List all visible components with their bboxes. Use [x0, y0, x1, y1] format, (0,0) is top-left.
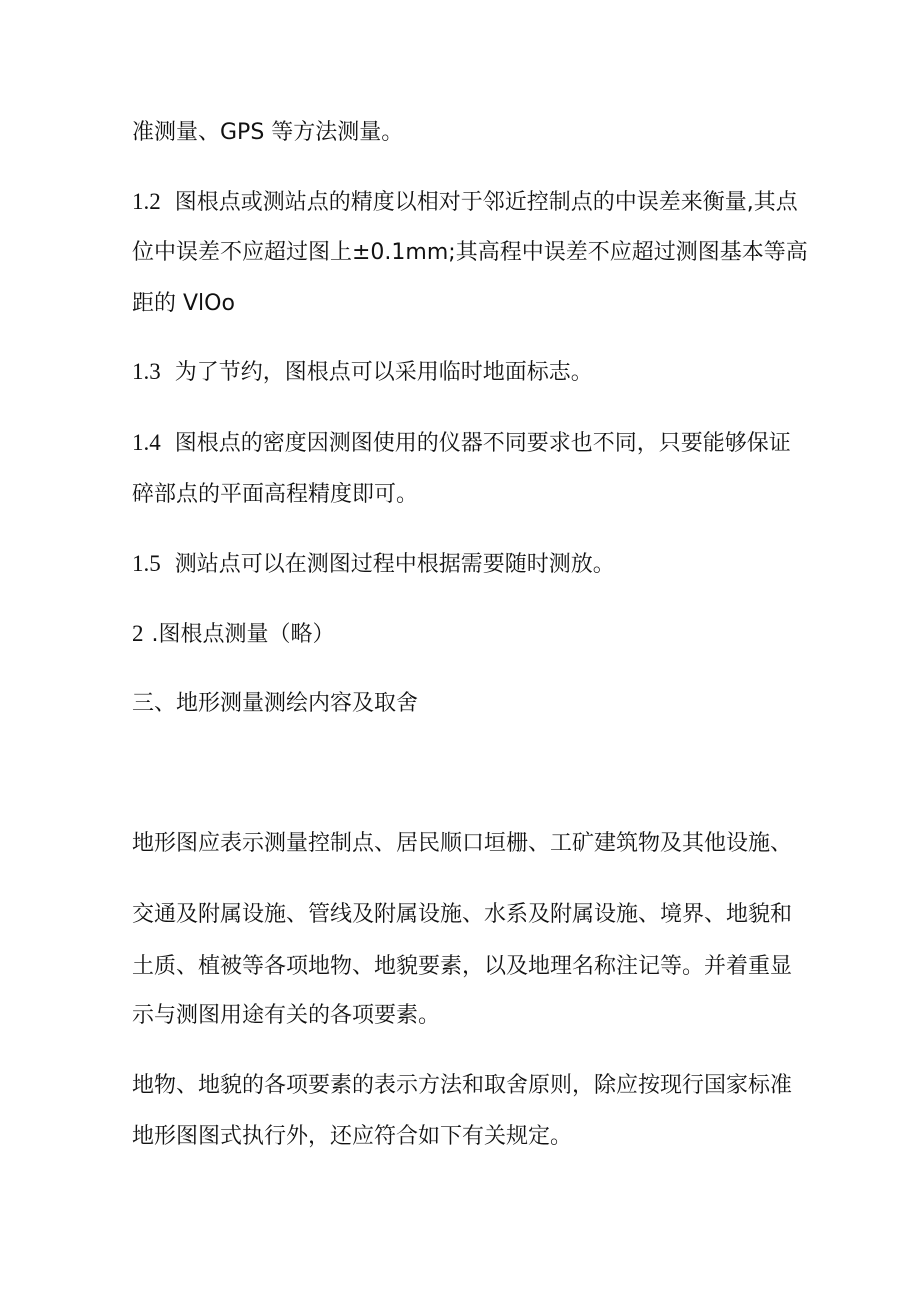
item-1-4-line-1	[132, 428, 812, 459]
item-2	[132, 619, 812, 650]
item-1-4-line-2	[132, 480, 812, 510]
item-number: 1.2	[132, 189, 161, 214]
paragraph-c-line-2	[132, 1122, 812, 1152]
text-line: 交通及附属设施、管线及附属设施、水系及附属设施、境界、地貌和	[132, 902, 793, 927]
text-line: 碎部点的平面高程精度即可。	[132, 482, 419, 507]
paragraph-a	[132, 829, 812, 859]
paragraph-b-line-1	[132, 900, 812, 930]
text-line: 测站点可以在测图过程中根据需要随时测放。	[174, 552, 615, 577]
text-line: 土质、植被等各项地物、地貌要素，以及地理名称注记等。并着重显	[132, 954, 793, 979]
section-heading	[132, 689, 812, 719]
item-1-2-line-1	[132, 187, 812, 218]
item-number: 1.5	[132, 551, 161, 576]
text-line: 位中误差不应超过图上±0.1mm;其高程中误差不应超过测图基本等高	[132, 240, 808, 265]
text-line: 图根点的密度因测图使用的仪器不同要求也不同，只要能够保证	[174, 431, 791, 456]
item-1-2-line-3	[132, 289, 812, 319]
text-line: 为了节约，图根点可以采用临时地面标志。	[174, 360, 593, 385]
text-line: 地形图应表示测量控制点、居民顺口垣栅、工矿建筑物及其他设施、	[132, 831, 793, 856]
text-line: 准测量、GPS 等方法测量。	[132, 120, 404, 145]
item-number: 2	[132, 621, 144, 646]
heading-text: 三、地形测量测绘内容及取舍	[132, 691, 419, 716]
item-1-5	[132, 549, 812, 580]
paragraph-c-line-1	[132, 1071, 812, 1101]
text-line: 地物、地貌的各项要素的表示方法和取舍原则，除应按现行国家标准	[132, 1073, 793, 1098]
text-line: 地形图图式执行外，还应符合如下有关规定。	[132, 1124, 573, 1149]
text-line: 图根点或测站点的精度以相对于邻近控制点的中误差来衡量,其点	[174, 190, 798, 215]
paragraph-continuation	[132, 118, 812, 148]
item-number: 1.4	[132, 430, 161, 455]
text-line: 距的 VlOo	[132, 291, 235, 316]
text-line: 示与测图用途有关的各项要素。	[132, 1003, 441, 1028]
item-1-3	[132, 357, 812, 388]
paragraph-b-line-2	[132, 952, 812, 982]
paragraph-b-line-3	[132, 1001, 812, 1031]
item-1-2-line-2	[132, 238, 812, 268]
item-number: 1.3	[132, 359, 161, 384]
text-line: .图根点测量（略）	[151, 622, 335, 647]
